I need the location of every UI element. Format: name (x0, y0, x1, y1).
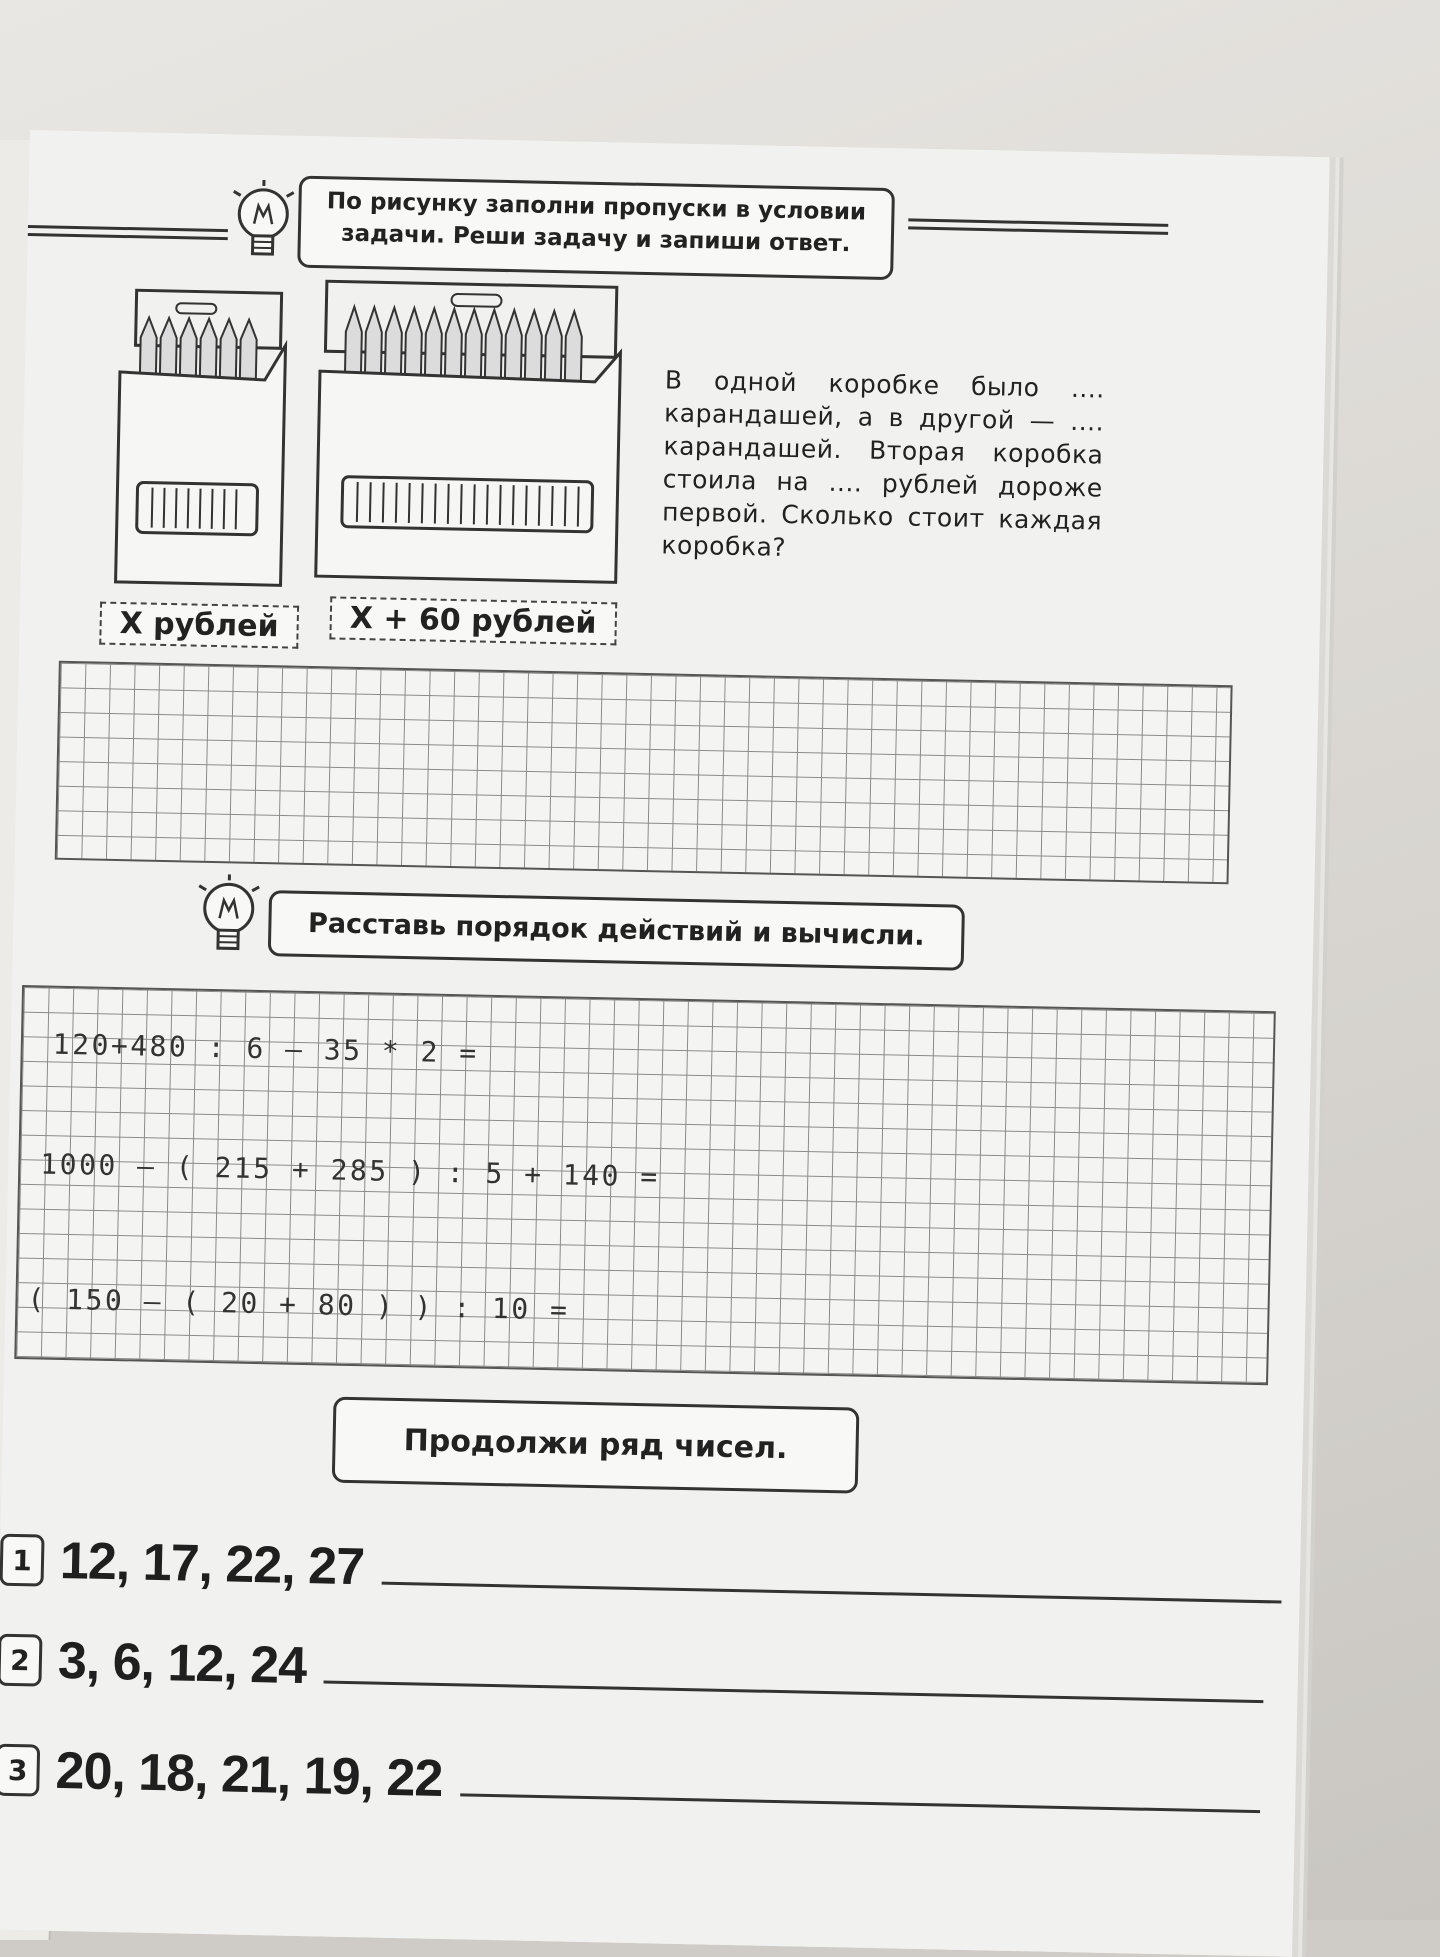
lightbulb-icon (227, 179, 299, 270)
sequence-answer-line-2[interactable] (324, 1680, 1264, 1703)
decor-line-right (908, 218, 1168, 226)
task1-instruction-line2: задачи. Реши задачу и запиши ответ. (301, 217, 892, 261)
price-tag-small-box: X рублей (99, 602, 299, 649)
sequence-values-3: 20, 18, 21, 19, 22 (55, 1741, 443, 1809)
task1-instruction-line1: По рисунку заполни пропуски в условии (301, 185, 892, 229)
task3-instruction-banner: Продолжи ряд чисел. (332, 1397, 860, 1494)
sequence-row-2 (0, 1630, 1265, 1717)
task2-expression-grid[interactable] (14, 985, 1276, 1385)
decor-line-left (28, 225, 228, 232)
sequence-badge-2: 2 (0, 1634, 42, 1687)
sequence-badge-3: 3 (0, 1744, 40, 1797)
price-tag-large-box: X + 60 рублей (329, 596, 617, 645)
task1-answer-grid[interactable] (55, 661, 1233, 885)
task1-instruction-banner (297, 176, 895, 280)
workbook-page (0, 130, 1330, 1957)
expression-2: 1000 – ( 215 + 285 ) : 5 + 140 = (40, 1147, 660, 1193)
expression-3: ( 150 – ( 20 + 80 ) ) : 10 = (27, 1282, 570, 1326)
large-pencil-box-illustration (311, 276, 637, 593)
sequence-row-1 (0, 1530, 1282, 1617)
small-pencil-box-illustration (110, 282, 296, 596)
sequence-values-1: 12, 17, 22, 27 (59, 1531, 364, 1597)
sequence-values-2: 3, 6, 12, 24 (57, 1631, 306, 1696)
decor-line-left-2 (28, 233, 228, 240)
decor-line-right-2 (908, 226, 1168, 234)
sequence-row-3 (0, 1740, 1261, 1826)
lightbulb-icon-task2 (193, 874, 265, 965)
sequence-answer-line-1[interactable] (382, 1581, 1282, 1603)
expression-1: 120+480 : 6 – 35 * 2 = (53, 1028, 479, 1070)
sequence-badge-1: 1 (0, 1534, 45, 1587)
task2-instruction-banner: Расставь порядок действий и вычисли. (268, 890, 965, 971)
task1-problem-text: В одной коробке было .... карандашей, а в другой — .... карандашей. Вторая коробка стоила на .... рублей дороже первой. Сколько стоит каждая коробка? (661, 363, 1105, 570)
sequence-answer-line-3[interactable] (460, 1793, 1260, 1813)
